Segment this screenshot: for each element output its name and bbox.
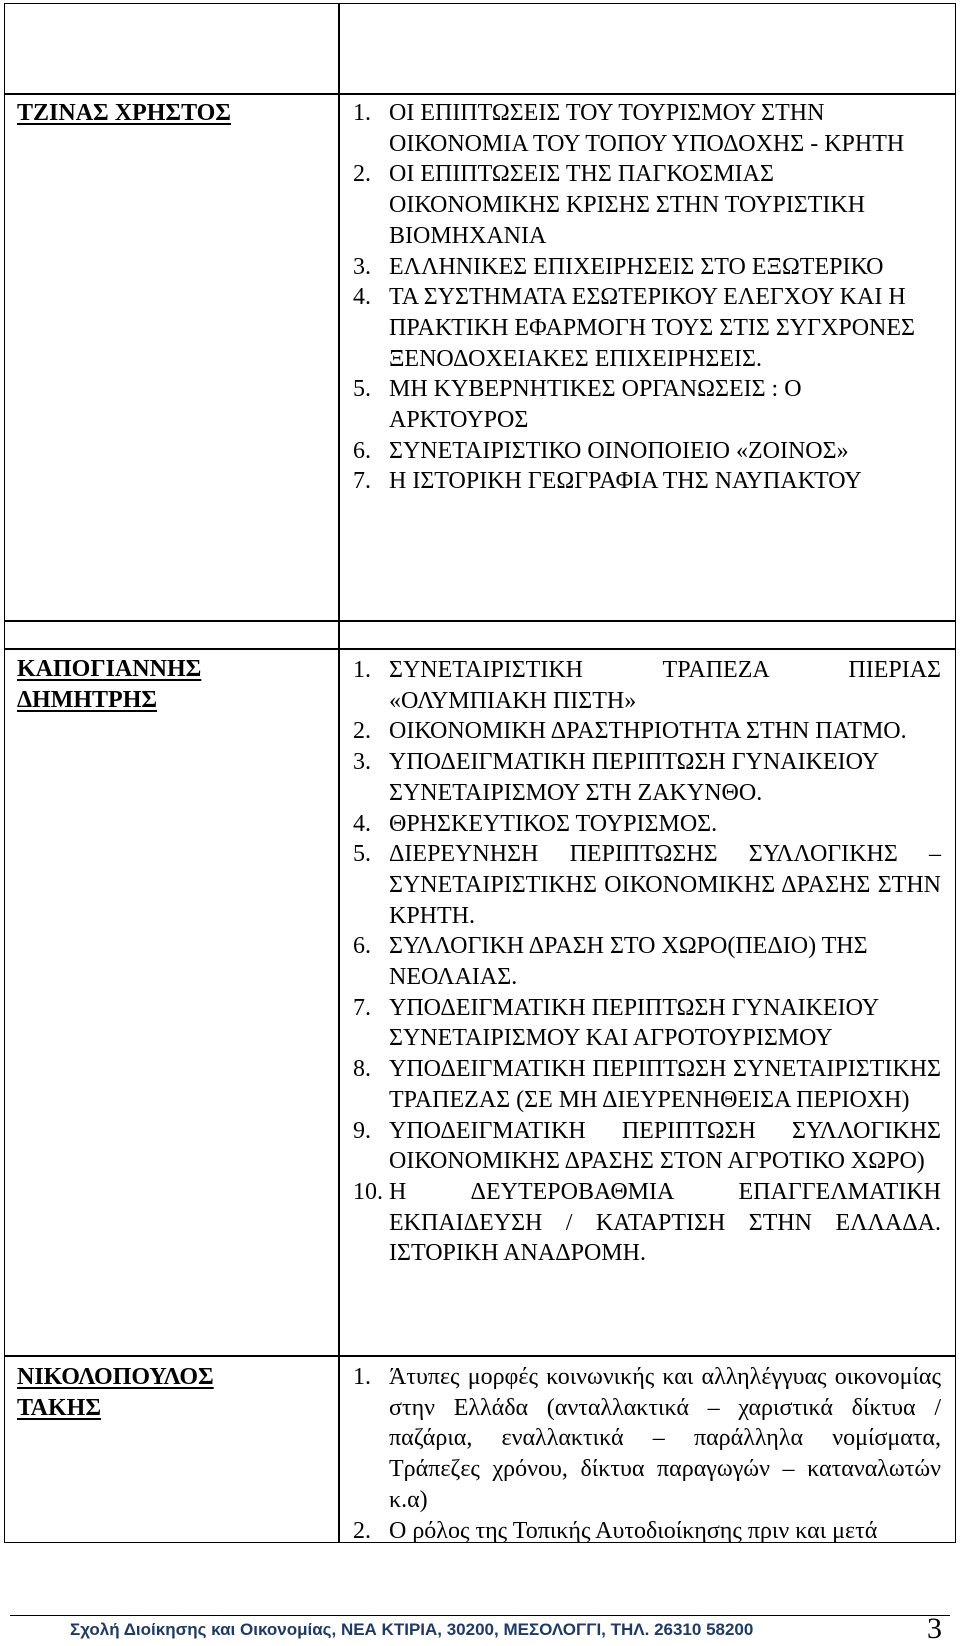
list-item: 5. ΜΗ ΚΥΒΕΡΝΗΤΙΚΕΣ ΟΡΓΑΝΩΣΕΙΣ : Ο ΑΡΚΤΟΥΡΟΣ [353,376,802,434]
table-row [4,3,956,95]
list-item: 3. ΕΛΛΗΝΙΚΕΣ ΕΠΙΧΕΙΡΗΣΕΙΣ ΣΤΟ ΕΞΩΤΕΡΙΚΟ [353,253,884,280]
list-item: 1. ΟΙ ΕΠΙΠΤΩΣΕΙΣ ΤΟΥ ΤΟΥΡΙΣΜΟΥ ΣΤΗΝ ΟΙΚΟΝΟΜΙΑ ΤΟΥ ΤΟΠΟΥ ΥΠΟΔΟΧΗΣ - ΚΡΗΤΗ [353,100,905,157]
topic-list [353,98,917,497]
footer-text: Σχολή Διοίκησης και Οικονομίας, ΝΕΑ ΚΤΙΡΙΑ, 30200, ΜΕΣΟΛΟΓΓΙ, ΤΗΛ. 26310 58200 [70,1620,754,1639]
topics-cell [338,93,956,622]
supervisor-name: ΤΖΙΝΑΣ ΧΡΗΣΤΟΣ [17,100,231,126]
supervisor-cell [4,93,340,622]
list-item: 6. ΣΥΛΛΟΓΙΚΗ ΔΡΑΣΗ ΣΤΟ ΧΩΡΟ(ΠΕΔΙΟ) ΤΗΣ ΝΕΟΛΑΙΑΣ. [353,933,868,991]
supervisor-name: ΝΙΚΟΛΟΠΟΥΛΟΣ ΤΑΚΗΣ [17,1364,214,1421]
footer-divider [10,1615,950,1616]
list-item: 2. ΟΙ ΕΠΙΠΤΩΣΕΙΣ ΤΗΣ ΠΑΓΚΟΣΜΙΑΣ ΟΙΚΟΝΟΜΙΚΗΣ ΚΡΙΣΗΣ ΣΤΗΝ ΤΟΥΡΙΣΤΙΚΗ ΒΙΟΜΗΧΑΝΙΑ [353,161,866,249]
topics-cell [338,3,956,95]
supervisor-cell [4,3,340,95]
list-item: 1. ΣΥΝΕΤΑΙΡΙΣΤΙΚΗ ΤΡΑΠΕΖΑ ΠΙΕΡΙΑΣ «ΟΛΥΜΠΙΑΚΗ ΠΙΣΤΗ» [353,657,941,714]
topics-cell [338,1355,956,1543]
topic-list [353,1362,941,1546]
list-item: 9. ΥΠΟΔΕΙΓΜΑΤΙΚΗ ΠΕΡΙΠΤΩΣΗ ΣΥΛΛΟΓΙΚΗΣ ΟΙΚΟΝΟΜΙΚΗΣ ΔΡΑΣΗΣ ΣΤΟΝ ΑΓΡΟΤΙΚΟ ΧΩΡΟ) [353,1117,941,1175]
list-item: 7. Η ΙΣΤΟΡΙΚΗ ΓΕΩΓΡΑΦΙΑ ΤΗΣ ΝΑΥΠΑΚΤΟΥ [353,468,862,495]
list-item: 6. ΣΥΝΕΤΑΙΡΙΣΤΙΚΟ ΟΙΝΟΠΟΙΕΙΟ «ΖΟΙΝΟΣ» [353,437,849,464]
list-item: 2. Ο ρόλος της Τοπικής Αυτοδιοίκησης πριν και μετά [353,1517,878,1544]
table-row [4,1355,956,1543]
topic-list [353,655,941,1269]
list-item: 8. ΥΠΟΔΕΙΓΜΑΤΙΚΗ ΠΕΡΙΠΤΩΣΗ ΣΥΝΕΤΑΙΡΙΣΤΙΚΗΣ ΤΡΑΠΕΖΑΣ (ΣΕ ΜΗ ΔΙΕΥΡΕΝΗΘΕΙΣΑ ΠΕΡΙΟΧΗ) [353,1056,941,1113]
list-item: 4. ΘΡΗΣΚΕΥΤΙΚΟΣ ΤΟΥΡΙΣΜΟΣ. [353,810,718,837]
table-row [4,93,956,622]
topics-cell [338,648,956,1357]
list-item: 7. ΥΠΟΔΕΙΓΜΑΤΙΚΗ ΠΕΡΙΠΤΩΣΗ ΓΥΝΑΙΚΕΙΟΥ ΣΥΝΕΤΑΙΡΙΣΜΟΥ ΚΑΙ ΑΓΡΟΤΟΥΡΙΣΜΟΥ [353,994,879,1052]
supervisor-cell [4,648,340,1357]
list-item: 10. Η ΔΕΥΤΕΡΟΒΑΘΜΙΑ ΕΠΑΓΓΕΛΜΑΤΙΚΗ ΕΚΠΑΙΔΕΥΣΗ / ΚΑΤΑΡΤΙΣΗ ΣΤΗΝ ΕΛΛΑΔΑ. ΙΣΤΟΡΙΚΗ ΑΝΑΔΡΟΜΗ. [353,1178,941,1267]
list-item: 3. ΥΠΟΔΕΙΓΜΑΤΙΚΗ ΠΕΡΙΠΤΩΣΗ ΓΥΝΑΙΚΕΙΟΥ ΣΥΝΕΤΑΙΡΙΣΜΟΥ ΣΤΗ ΖΑΚΥΝΘΟ. [353,749,879,806]
list-item: 1. Άτυπες μορφές κοινωνικής και αλληλέγγυας οικονομίας στην Ελλάδα (ανταλλακτικά – χαριστικά δίκτυα / παζάρια, εναλλακτικά – παράλληλα νομίσματα, Τράπεζες χρόνου, δίκτυα παραγωγών – καταναλωτών κ.α) [353,1364,941,1513]
supervisor-cell [4,1355,340,1543]
list-item: 5. ΔΙΕΡΕΥΝΗΣΗ ΠΕΡΙΠΤΩΣΗΣ ΣΥΛΛΟΓΙΚΗΣ – ΣΥΝΕΤΑΙΡΙΣΤΙΚΗΣ ΟΙΚΟΝΟΜΙΚΗΣ ΔΡΑΣΗΣ ΣΤΗΝ ΚΡΗΤΗ. [353,841,941,929]
list-item: 2. ΟΙΚΟΝΟΜΙΚΗ ΔΡΑΣΤΗΡΙΟΤΗΤΑ ΣΤΗΝ ΠΑΤΜΟ. [353,718,907,745]
topics-cell [338,620,956,650]
table-row [4,620,956,650]
list-item: 4. ΤΑ ΣΥΣΤΗΜΑΤΑ ΕΣΩΤΕΡΙΚΟΥ ΕΛΕΓΧΟΥ ΚΑΙ Η ΠΡΑΚΤΙΚΗ ΕΦΑΡΜΟΓΗ ΤΟΥΣ ΣΤΙΣ ΣΥΓΧΡΟΝΕΣ ΞΕΝΟΔΟΧΕΙΑΚΕΣ ΕΠΙΧΕΙΡΗΣΕΙΣ. [353,284,916,372]
table-row [4,648,956,1357]
page-number: 3 [927,1612,942,1645]
supervisor-cell [4,620,340,650]
supervisor-name: ΚΑΠΟΓΙΑΝΝΗΣ ΔΗΜΗΤΡΗΣ [17,656,202,713]
